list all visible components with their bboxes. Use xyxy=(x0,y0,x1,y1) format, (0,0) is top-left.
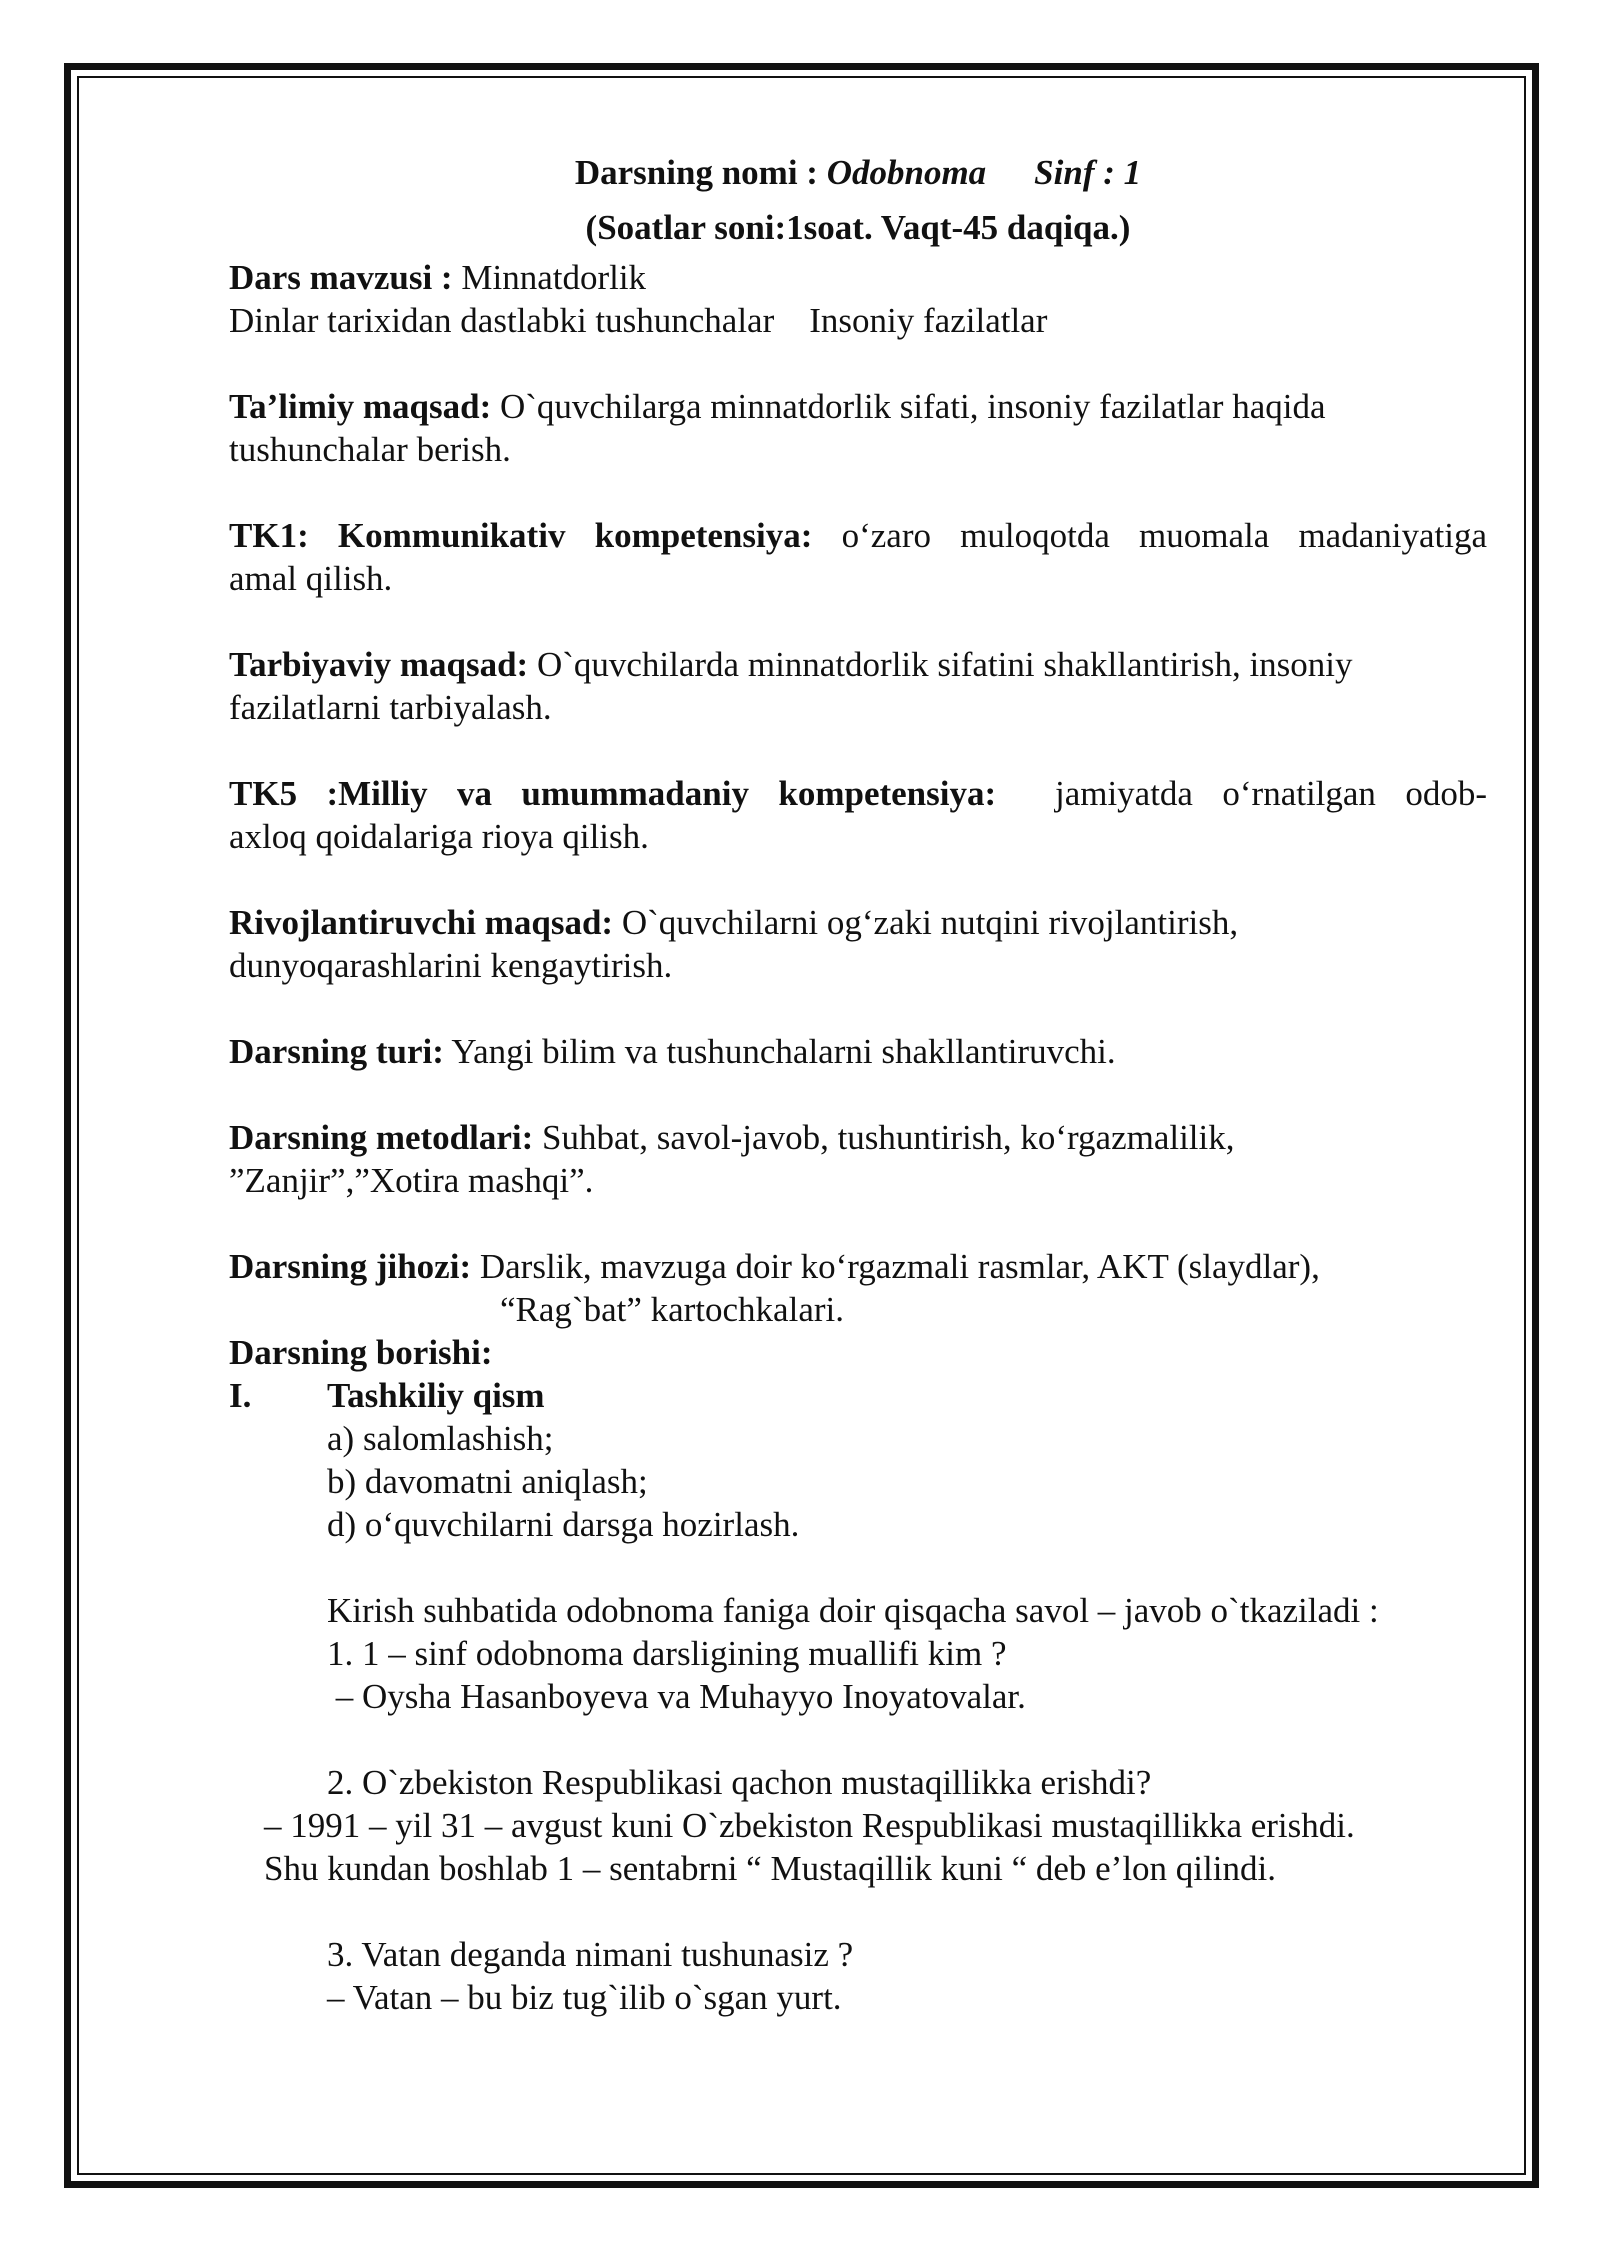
lesson-type xyxy=(229,1030,1487,1073)
educational-goal-label: Ta’limiy maqsad: xyxy=(229,387,492,426)
section-number: I. xyxy=(229,1376,252,1415)
lesson-equipment xyxy=(229,1245,1487,1331)
topic-line-2 xyxy=(229,299,1487,342)
question-3: 3. Vatan deganda nimani tushunasiz ? xyxy=(327,1935,854,1974)
methods-text: Suhbat, savol-javob, tushuntirish, ko‘rgazmalilik, xyxy=(542,1118,1235,1157)
tk1-label: TK1: Kommunikativ kompetensiya: xyxy=(229,516,813,555)
tk1-text-2: amal qilish. xyxy=(229,559,393,598)
spacer xyxy=(229,1718,1487,1761)
tk1-text: o‘zaro muloqotda muomala madaniyatiga xyxy=(841,516,1487,555)
list-item: d) o‘quvchilarni darsga hozirlash. xyxy=(327,1505,800,1544)
lesson-name: Odobnoma xyxy=(826,153,987,192)
lesson-type-label: Darsning turi: xyxy=(229,1032,444,1071)
procedure-label xyxy=(229,1331,1487,1374)
spacer xyxy=(229,1890,1487,1933)
answer-1: – Oysha Hasanboyeva va Muhayyo Inoyatovalar. xyxy=(327,1677,1026,1716)
topic-label: Dars mavzusi : xyxy=(229,258,453,297)
topic-line xyxy=(229,256,1487,299)
section-title: Tashkiliy qism xyxy=(327,1376,545,1415)
intro-text: Kirish suhbatida odobnoma faniga doir qisqacha savol – javob o`tkaziladi : xyxy=(327,1591,1379,1630)
methods-label: Darsning metodlari: xyxy=(229,1118,534,1157)
tk5-label: TK5 :Milliy va umummadaniy kompetensiya: xyxy=(229,774,997,813)
spacer xyxy=(229,1546,1487,1589)
answer-2-line-1: – 1991 – yil 31 – avgust kuni O`zbekiston Respublikasi mustaqillikka erishdi. xyxy=(264,1806,1355,1845)
topic-value: Minnatdorlik xyxy=(461,258,647,297)
educational-goal-text: O`quvchilarga minnatdorlik sifati, insoniy fazilatlar haqida xyxy=(499,387,1326,426)
section-heading xyxy=(229,1374,1487,1417)
upbringing-goal-text-2: fazilatlarni tarbiyalash. xyxy=(229,688,552,727)
procedure-label-text: Darsning borishi: xyxy=(229,1333,493,1372)
topic-sub-b: Insoniy fazilatlar xyxy=(809,301,1048,340)
answer-3: – Vatan – bu biz tug`ilib o`sgan yurt. xyxy=(327,1978,842,2017)
document-body xyxy=(229,145,1487,2019)
equipment-text-2: “Rag`bat” kartochkalari. xyxy=(500,1290,844,1329)
tk1-competence xyxy=(229,514,1487,600)
question-1: 1. 1 – sinf odobnoma darsligining muallifi kim ? xyxy=(327,1634,1007,1673)
lesson-type-text: Yangi bilim va tushunchalarni shakllantiruvchi. xyxy=(451,1032,1116,1071)
upbringing-goal-text: O`quvchilarda minnatdorlik sifatini shakllantirish, insoniy xyxy=(536,645,1353,684)
development-goal-text: O`quvchilarni og‘zaki nutqini rivojlantirish, xyxy=(621,903,1239,942)
class-label: Sinf : 1 xyxy=(1034,153,1142,192)
methods-text-2: ”Zanjir”,”Xotira mashqi”. xyxy=(229,1161,594,1200)
lesson-name-label: Darsning nomi : xyxy=(574,153,818,192)
answer-2-line-2: Shu kundan boshlab 1 – sentabrni “ Mustaqillik kuni “ deb e’lon qilindi. xyxy=(264,1849,1276,1888)
question-2: 2. O`zbekiston Respublikasi qachon mustaqillikka erishdi? xyxy=(327,1763,1152,1802)
lesson-title xyxy=(229,145,1487,201)
tk5-text-2: axloq qoidalariga rioya qilish. xyxy=(229,817,649,856)
upbringing-goal xyxy=(229,643,1487,729)
equipment-text: Darslik, mavzuga doir ko‘rgazmali rasmlar, AKT (slaydlar), xyxy=(479,1247,1320,1286)
topic-sub-a: Dinlar tarixidan dastlabki tushunchalar xyxy=(229,301,775,340)
development-goal xyxy=(229,901,1487,987)
equipment-label: Darsning jihozi: xyxy=(229,1247,472,1286)
hours-line: (Soatlar soni:1soat. Vaqt-45 daqiqa.) xyxy=(585,208,1131,247)
list-item: a) salomlashish; xyxy=(327,1419,554,1458)
educational-goal xyxy=(229,385,1487,471)
tk5-text: jamiyatda o‘rnatilgan odob- xyxy=(1054,774,1488,813)
development-goal-label: Rivojlantiruvchi maqsad: xyxy=(229,903,614,942)
development-goal-text-2: dunyoqarashlarini kengaytirish. xyxy=(229,946,673,985)
upbringing-goal-label: Tarbiyaviy maqsad: xyxy=(229,645,529,684)
tk5-competence xyxy=(229,772,1487,858)
educational-goal-text-2: tushunchalar berish. xyxy=(229,430,511,469)
list-item: b) davomatni aniqlash; xyxy=(327,1462,648,1501)
lesson-methods xyxy=(229,1116,1487,1202)
